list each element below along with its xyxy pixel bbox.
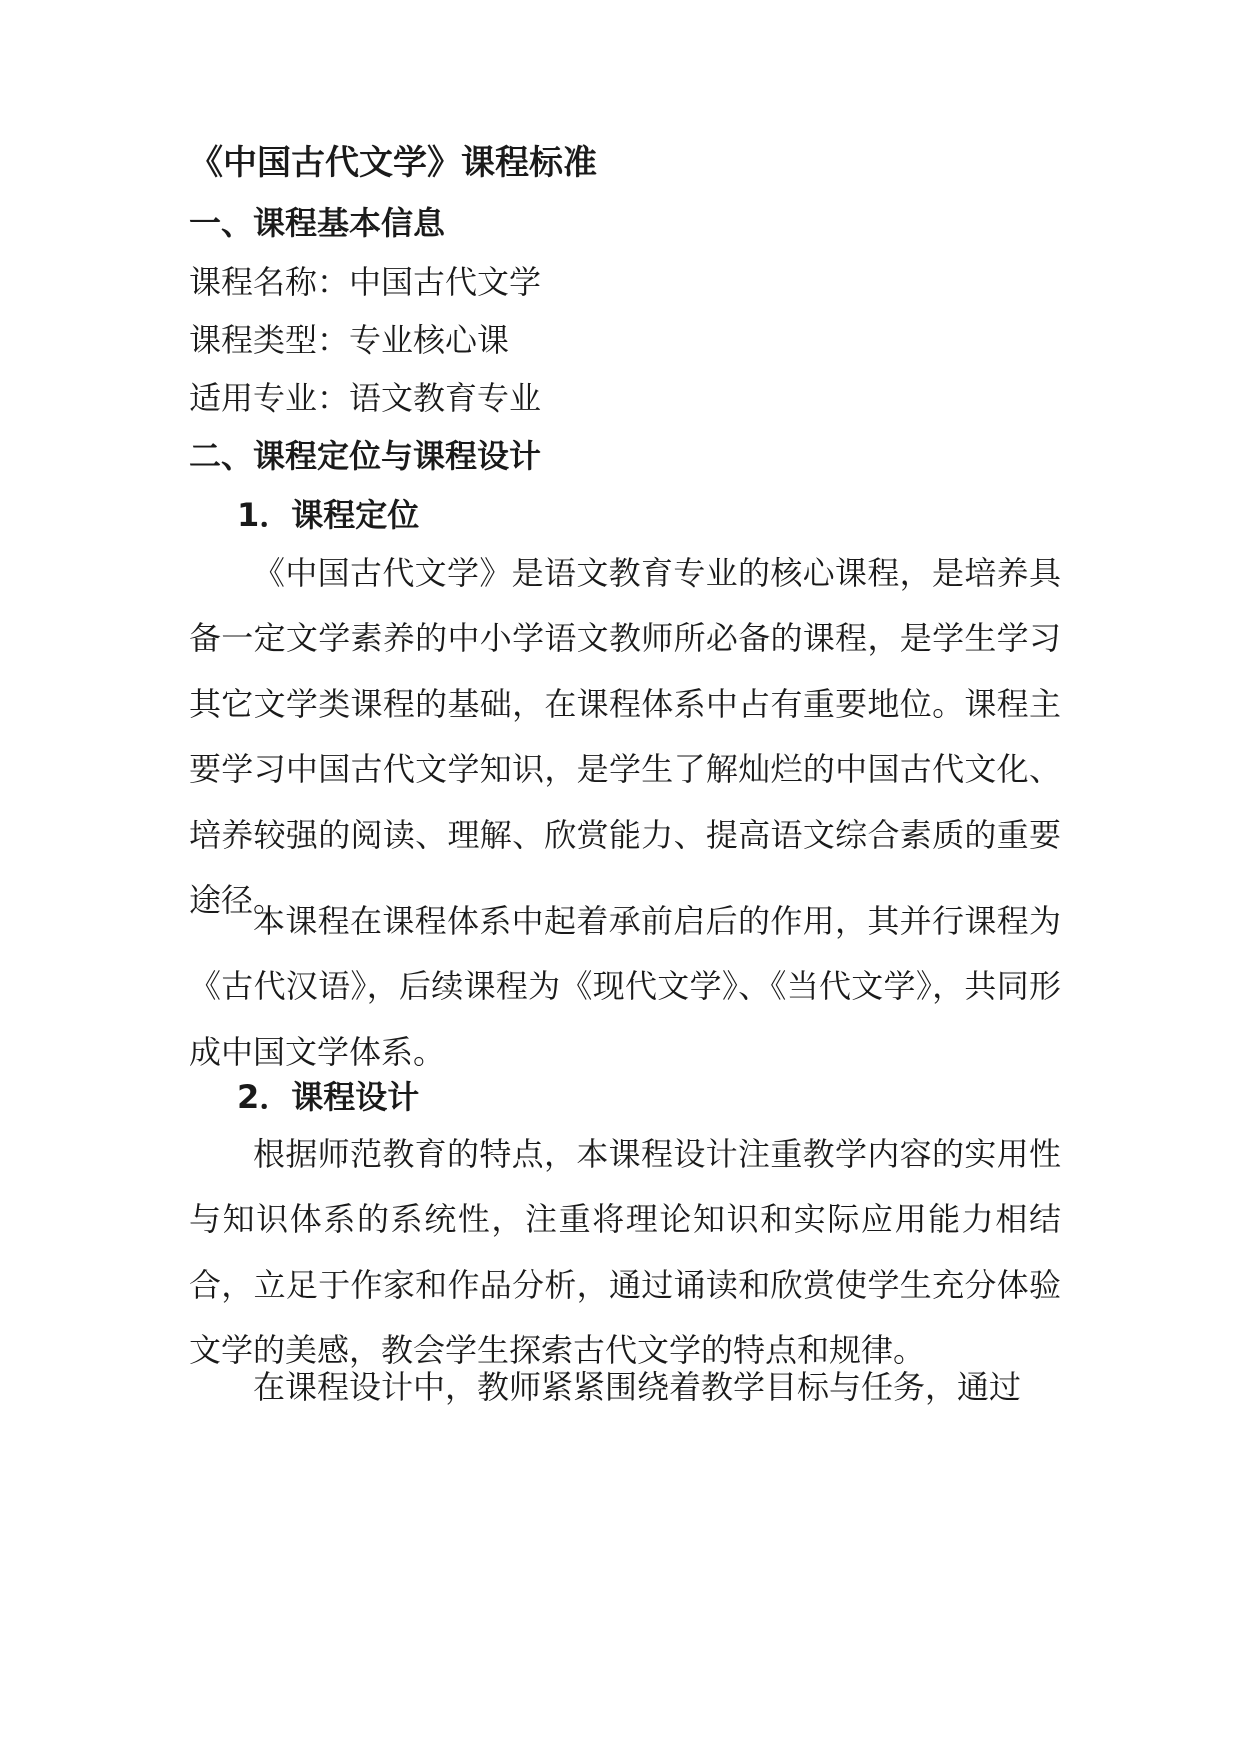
subsection-heading-positioning: 1．课程定位 [237, 496, 420, 534]
section-heading-basic-info: 一、课程基本信息 [189, 204, 446, 242]
field-label: 课程名称 [189, 263, 318, 301]
section-heading-positioning-design: 二、课程定位与课程设计 [189, 437, 542, 475]
document-title: 《中国古代文学》课程标准 [189, 143, 597, 183]
field-separator: ： [317, 321, 350, 359]
field-value: 专业核心课 [349, 321, 510, 359]
paragraph-positioning-2: 本课程在课程体系中起着承前启后的作用，其并行课程为《古代汉语》，后续课程为《现代文学》、《当代文学》，共同形成中国文学体系。 [189, 902, 1061, 1071]
subsection-heading-design: 2．课程设计 [237, 1078, 420, 1116]
field-course-name [189, 262, 541, 302]
field-value: 中国古代文学 [349, 263, 542, 301]
field-applicable-major [189, 378, 541, 418]
field-label: 课程类型 [189, 321, 318, 359]
paragraph-design-2: 在课程设计中，教师紧紧围绕着教学目标与任务，通过 [253, 1368, 1022, 1406]
field-label: 适用专业 [189, 379, 318, 417]
field-course-type [189, 320, 509, 360]
field-separator: ： [317, 379, 350, 417]
field-separator: ： [317, 263, 350, 301]
paragraph-positioning-1: 《中国古代文学》是语文教育专业的核心课程，是培养具备一定文学素养的中小学语文教师所必备的课程，是学生学习其它文学类课程的基础，在课程体系中占有重要地位。课程主要学习中国古代文学知识，是学生了解灿烂的中国古代文化、培养较强的阅读、理解、欣赏能力、提高语文综合素质的重要途径。 [189, 554, 1061, 920]
paragraph-design-1: 根据师范教育的特点，本课程设计注重教学内容的实用性与知识体系的系统性，注重将理论知识和实际应用能力相结合，立足于作家和作品分析，通过诵读和欣赏使学生充分体验文学的美感，教会学生探索古代文学的特点和规律。 [189, 1135, 1061, 1370]
field-value: 语文教育专业 [349, 379, 542, 417]
